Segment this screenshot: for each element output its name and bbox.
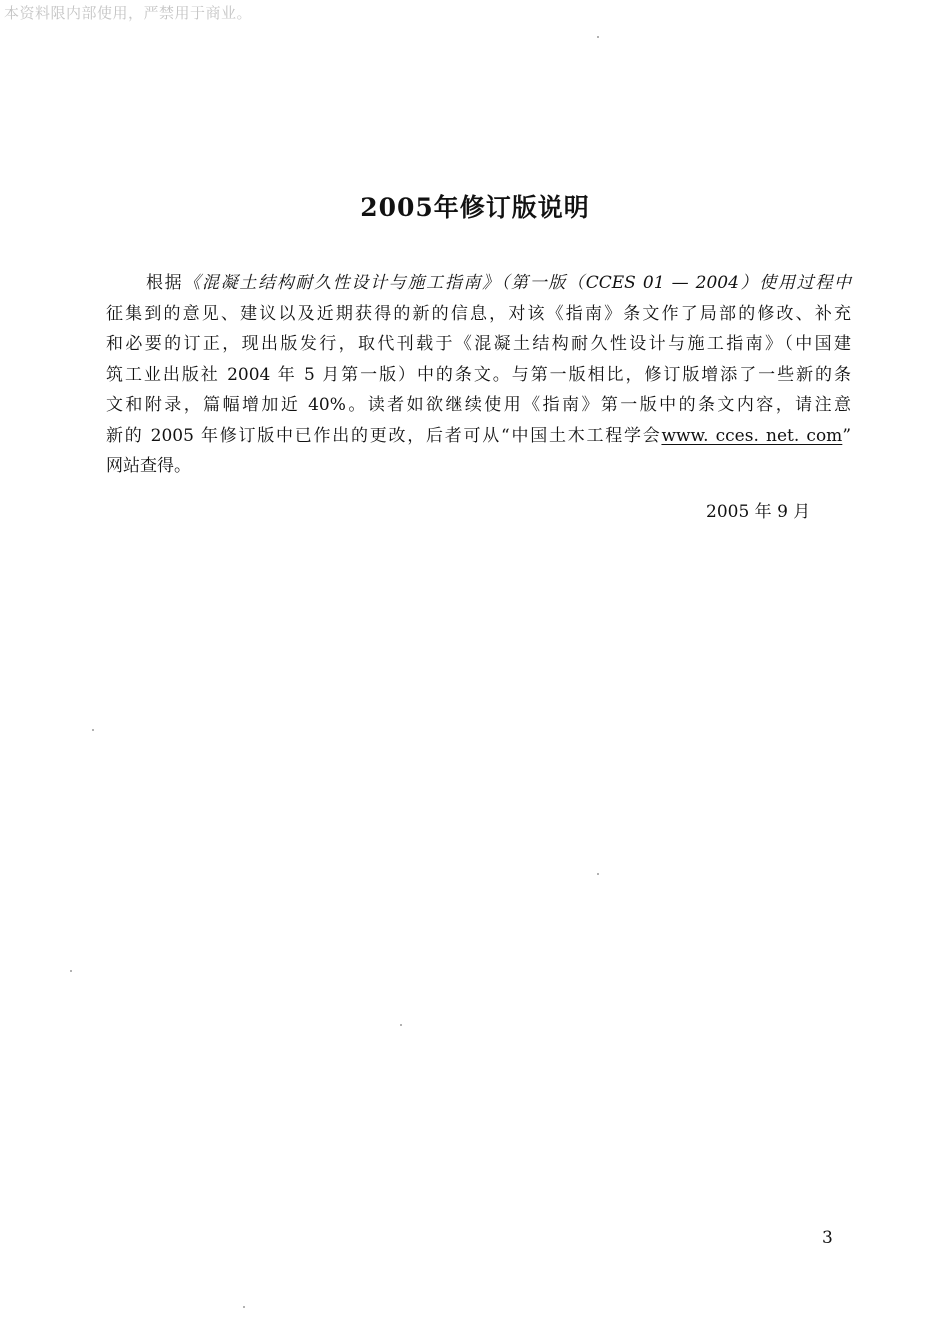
body-line-3: 和必要的订正，现出版发行，取代刊载于《混凝土结构耐久性设计与施工指南》（中国建 [106,334,851,354]
body-line-5: 文和附录，篇幅增加近 40%。读者如欲继续使用《指南》第一版中的条文内容，请注意 [106,395,851,415]
page-number: 3 [822,1228,833,1248]
body-line-1 [106,268,851,299]
body-line-6 [106,421,851,452]
body-line-7: 网站查得。 [106,456,191,476]
body-line-4: 筑工业出版社 2004 年 5 月第一版）中的条文。与第一版相比，修订版增添了一些新的条 [106,364,851,385]
watermark-text: 本资料限内部使用，严禁用于商业。 [4,4,253,22]
date-signature: 2005 年 9 月 [706,502,811,522]
scan-speck [243,1306,245,1308]
scan-speck [597,36,599,38]
website-link[interactable]: www. cces. net. com [661,425,843,446]
body-paragraph [106,268,851,482]
page-title: 2005年修订版说明 [360,193,590,222]
body-line-1-lead: 根据 [146,273,184,293]
body-line-2: 征集到的意见、建议以及近期获得的新的信息，对该《指南》条文作了局部的修改、补充 [106,303,851,324]
scan-speck [70,970,72,972]
scan-speck [400,1024,402,1026]
scan-speck [597,873,599,875]
body-line-6-tail: ” [842,425,852,446]
scan-speck [92,729,94,731]
body-line-6-lead: 新的 2005 年修订版中已作出的更改，后者可从“中国土木工程学会 [106,425,662,446]
body-line-1-italic: 《混凝土结构耐久性设计与施工指南》（第一版（CCES 01 — 2004）使用过程中 [183,273,851,293]
